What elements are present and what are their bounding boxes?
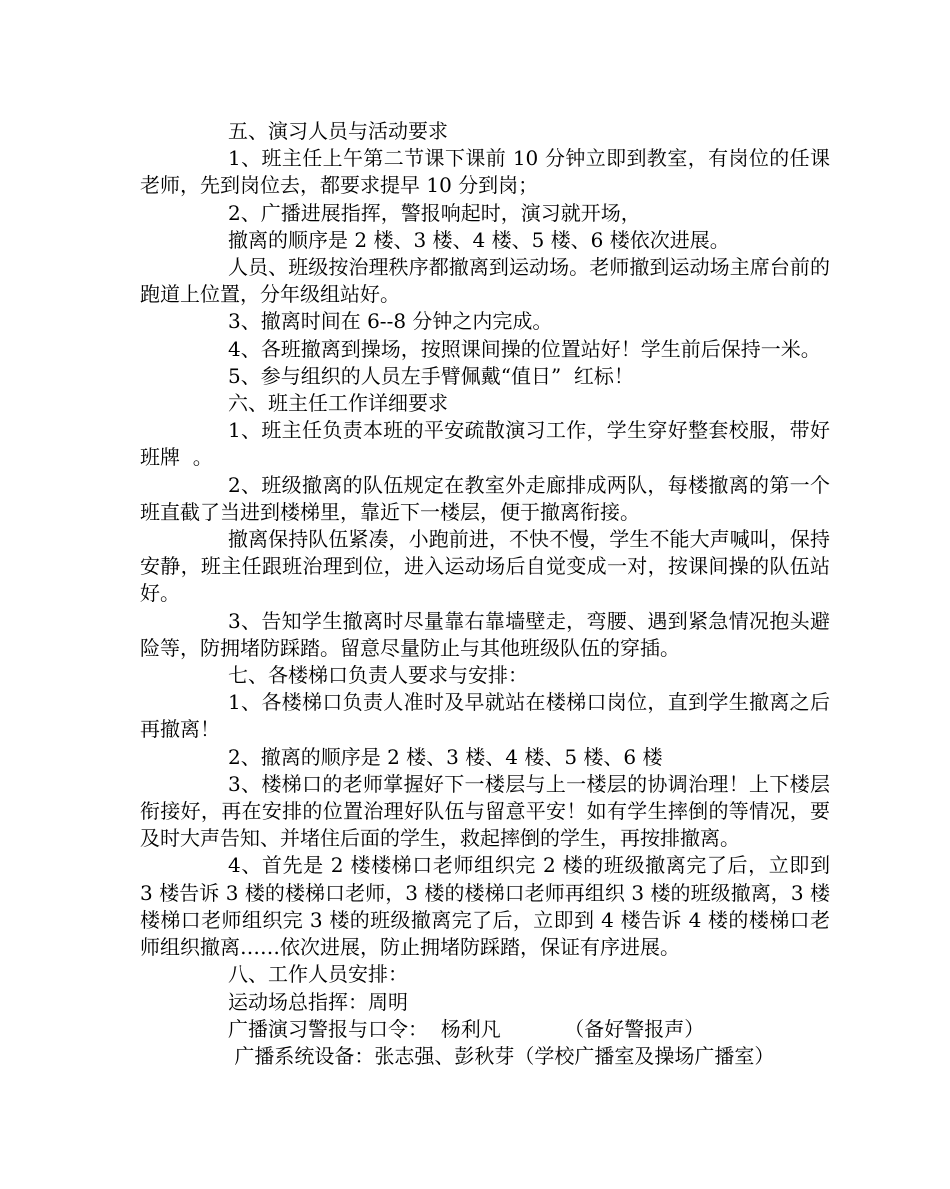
paragraph: 3、告知学生撤离时尽量靠右靠墙壁走，弯腰、遇到紧急情况抱头避险等，防拥堵防踩踏。留意尽量防止与其他班级队伍的穿插。 [140, 608, 830, 660]
paragraph: 1、班主任负责本班的平安疏散演习工作，学生穿好整套校服，带好班牌 。 [140, 418, 830, 470]
paragraph: 2、撤离的顺序是 2 楼、3 楼、4 楼、5 楼、6 楼 [228, 744, 663, 769]
paragraph: 1、班主任上午第二节课下课前 10 分钟立即到教室，有岗位的任课老师，先到岗位去，都要求提早 10 分到岗； [140, 146, 830, 198]
paragraph: 3、楼梯口的老师掌握好下一楼层与上一楼层的协调治理！上下楼层衔接好，再在安排的位置治理好队伍与留意平安！如有学生摔倒的等情况，要及时大声告知、并堵住后面的学生，救起摔倒的学生，再按排撤离。 [140, 771, 830, 851]
section-heading-7: 七、各楼梯口负责人要求与安排： [228, 663, 528, 688]
paragraph: 1、各楼梯口负责人准时及早就站在楼梯口岗位，直到学生撤离之后再撤离！ [140, 690, 830, 742]
paragraph: 人员、班级按治理秩序都撤离到运动场。老师撤到运动场主席台前的跑道上位置，分年级组站好。 [140, 255, 830, 307]
section-heading-8: 八、工作人员安排： [228, 962, 408, 987]
paragraph: 运动场总指挥：周明 [228, 989, 408, 1014]
paragraph: 广播演习警报与口令： 杨利凡 （备好警报声） [228, 1016, 705, 1041]
paragraph: 3、撤离时间在 6--8 分钟之内完成。 [228, 309, 553, 334]
paragraph: 撤离的顺序是 2 楼、3 楼、4 楼、5 楼、6 楼依次进展。 [228, 227, 730, 252]
section-heading-6: 六、班主任工作详细要求 [228, 391, 448, 416]
section-heading-5: 五、演习人员与活动要求 [228, 119, 448, 143]
paragraph: 5、参与组织的人员左手臂佩戴“值日” 红标！ [228, 363, 634, 388]
paragraph: 4、各班撤离到操场，按照课间操的位置站好！学生前后保持一米。 [228, 336, 821, 361]
paragraph: 2、班级撤离的队伍规定在教室外走廊排成两队，每楼撤离的第一个班直截了当进到楼梯里，靠近下一楼层，便于撤离衔接。 [140, 472, 830, 524]
document-body [140, 118, 837, 1070]
paragraph: 2、广播进展指挥，警报响起时，演习就开场， [228, 200, 641, 225]
paragraph: 4、首先是 2 楼楼梯口老师组织完 2 楼的班级撤离完了后，立即到 3 楼告诉 3 楼的楼梯口老师，3 楼的楼梯口老师再组织 3 楼的班级撤离，3 楼楼梯口老师组织完 3 楼的班级撤离完了后，立即到 4 楼告诉 4 楼的楼梯口老师组织撤离……依次进展，防止拥堵防踩踏，保证有序进展。 [140, 853, 837, 960]
paragraph: 广播系统设备：张志强、彭秋芽（学校广播室及操场广播室） [228, 1043, 775, 1068]
paragraph: 撤离保持队伍紧凑，小跑前进，不快不慢，学生不能大声喊叫，保持安静，班主任跟班治理到位，进入运动场后自觉变成一对，按课间操的队伍站好。 [140, 527, 830, 606]
